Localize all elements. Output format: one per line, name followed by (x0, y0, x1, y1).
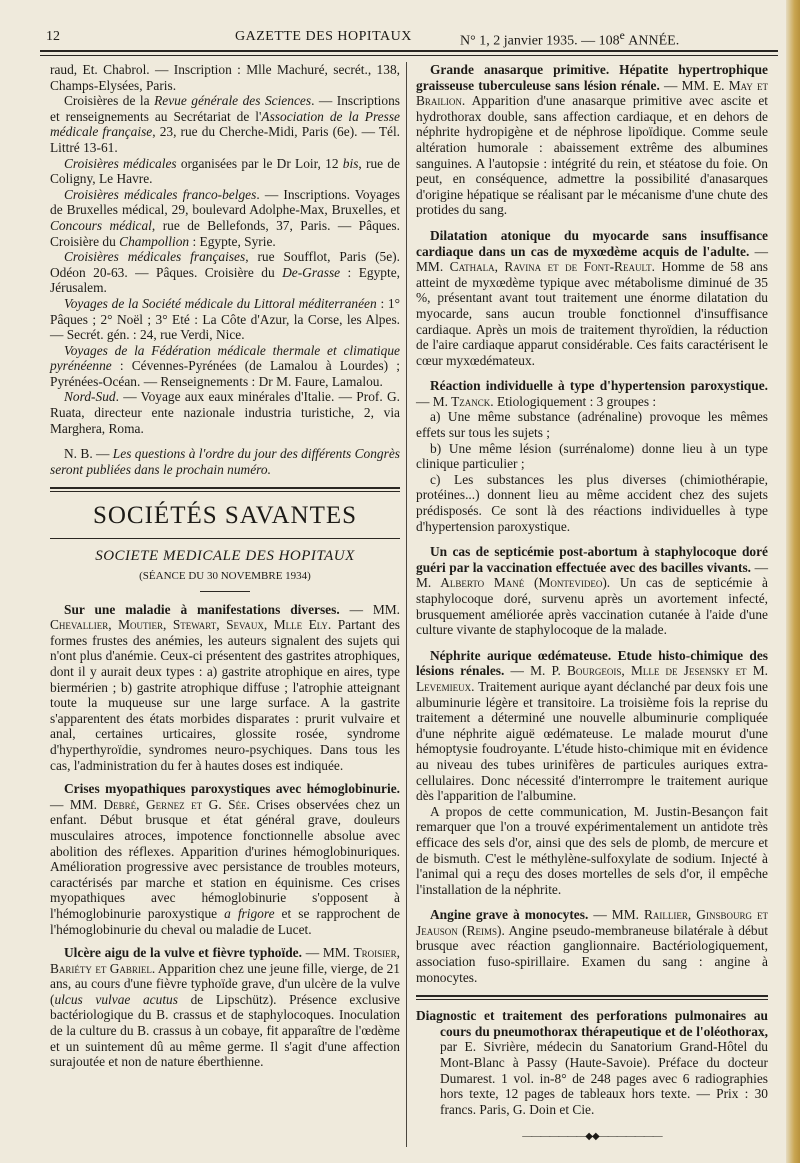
list-item: b) Une même lésion (surrénalome) donne lieu à un type clinique particulier ; (416, 440, 768, 472)
issue-info: N° 1, 2 janvier 1935. — 108e ANNÉE. (460, 29, 680, 49)
section-rule-thin (50, 538, 400, 539)
header-rule (40, 50, 778, 52)
page-number: 12 (46, 29, 60, 44)
list-item: a) Une même substance (adrénaline) provoque les mêmes effets sur tous les sujets ; (416, 409, 768, 441)
section-title: SOCIÉTÉS SAVANTES (92, 502, 358, 530)
journal-title: GAZETTE DES HOPITAUX (235, 29, 412, 44)
society-name: SOCIETE MEDICALE DES HOPITAUX (95, 548, 355, 565)
editor-note: N. B. — Les questions à l'ordre du jour des différents Congrès seront publiées dans le prochain numéro. (50, 446, 400, 477)
left-column (50, 62, 400, 1070)
short-rule (200, 591, 250, 592)
header-rule-thin (40, 55, 778, 56)
paragraph: Voyages de la Fédération médicale thermale et climatique pyrénéenne : Cévennes-Pyrénées (de Lamalou à Lourdes) ; Pyrénées-Océan. — Renseignements : Dr M. Faure, Lamalou. (50, 342, 400, 389)
article: Un cas de septicémie post-abortum à staphylocoque doré guéri par la vaccination effectuée avec des bacilles vivants. — M. Alberto Mané (Montevideo). Un cas de septicémie à staphylocoque doré, survenu après un avortement infecté, brusquement améliorée après vaccination cutanée à l'aide d'une culture vivante de staphylocoque de la malade. (416, 544, 768, 638)
column-divider (406, 62, 407, 1147)
article: Dilatation atonique du myocarde sans insuffisance cardiaque dans un cas de myxœdème acquis de l'adulte. — MM. Cathala, Ravina et de Font-Reault. Homme de 58 ans atteint de myxœdème typique avec métabolisme diminué de 35 %, présentant avant tout traitement une énorme dilatation du myocarde, sans aucun trouble fonctionnel d'insuffisance cardiaque. Après un mois de traitement thyroïdien, la réduction de l'aire cardiaque apparut considérable. Ces faits caractérisent le cœur myxœdémateux. (416, 227, 769, 368)
paragraph: Nord-Sud. — Voyage aux eaux minérales d'Italie. — Prof. G. Ruata, directeur ente nazionale industria turistiche, 2, via Marghera, Roma. (50, 389, 400, 436)
paragraph: Croisières médicales françaises, rue Soufflot, Paris (5e). Odéon 20-63. — Pâques. Croisière du De-Grasse : Egypte, Jérusalem. (50, 249, 400, 296)
article: Angine grave à monocytes. — MM. Raillier, Ginsbourg et Jeauson (Reims). Angine pseudo-membraneuse bilatérale à début brusque avec réaction ganglionnaire. Bactériologiquement, association fuso-spirillaire. Examen du sang : angine à monocytes. (416, 907, 768, 985)
end-ornament: ———————◆◆——————— (522, 1131, 662, 1143)
right-column (416, 62, 768, 1145)
paragraph: Croisières médicales franco-belges. — Inscriptions. Voyages de Bruxelles médical, 29, boulevard Adolphe-Max, Bruxelles, et Concours médical, rue de Bellefonds, 37, Paris. — Pâques. Croisière du Champollion : Egypte, Syrie. (50, 186, 400, 249)
section-rule (416, 995, 768, 1000)
book-review: Diagnostic et traitement des perforations pulmonaires au cours du pneumothorax thérapeutique et de l'oléothorax, par E. Sivrière, médecin du Sanatorium Grand-Hôtel du Mont-Blanc à Passy (Haute-Savoie). Préface du docteur Dumarest. 1 vol. in-8° de 248 pages avec 6 radiographies hors texte, 12 pages de tableaux hors texte. — Prix : 30 francs. Paris, G. Doin et Cie. (416, 1008, 768, 1117)
paragraph: Voyages de la Société médicale du Littoral méditerranéen : 1° Pâques ; 2° Noël ; 3° Eté : La Côte d'Azur, la Corse, les Alpes. — Secrét. gén. : 24, rue Verdi, Nice. (50, 295, 400, 343)
article: Ulcère aigu de la vulve et fièvre typhoïde. — MM. Troisier, Bariéty et Gabriel. Apparition chez une jeune fille, vierge, de 21 ans, au cours d'une fièvre typhoïde grave, d'un ulcère de la vulve (ulcus vulvae acutus de Lipschütz). Présence exclusive bactériologique du B. crassus et de staphylocoques. Inoculation de la culture du B. crassus à un cobaye, fit apparaître de l'œdème et un suintement dû au même germe. Il s'agit d'une affection surajoutée et non de nature éberthienne. (50, 945, 401, 1070)
paragraph: A propos de cette communication, M. Justin-Besançon fait remarquer que l'on a trouvé expérimentalement un antidote très efficace des sels d'or, ainsi que des sels de plomb, de mercure et de bismuth. C'est le méthylène-sulfoxylate de sodium. Injecté à l'animal qui a reçu des doses mortelles de sels d'or, il empêche l'installation de la néphrite. (416, 803, 768, 897)
paragraph: Croisières de la Revue générale des Sciences. — Inscriptions et renseignements au Secrétariat de l'Association de la Presse médicale française, 23, rue du Cherche-Midi, Paris (6e). — Tél. Littré 13-61. (50, 93, 401, 155)
article: Grande anasarque primitive. Hépatite hypertrophique graisseuse tuberculeuse sans lésion rénale. — MM. E. May et Brailion. Apparition d'une anasarque primitive avec ascite et hydrothorax double, sans affection cardiaque, et en dehors de néphrite hydropigène et de néphrose lipoïdique. Comme seule altération humorale : abaissement extrême des albumines sanguines. A l'autopsie : intégrité du rein, et stéatose du foie. On peut, en conséquence, admettre la possibilité d'anasarques d'origine hépatique se réalisant par le mécanisme d'une chute des protides du sang. (416, 62, 768, 218)
session-date: (SÉANCE DU 30 NOVEMBRE 1934) (139, 570, 311, 583)
article: Néphrite aurique œdémateuse. Etude histo-chimique des lésions rénales. — M. P. Bourgeois, Mlle de Jesensky et M. Levemieux. Traitement aurique ayant déclanché par deux fois une albuminurie légère et transitoire. La troisième fois la reprise du traitement a déterminé une nouvelle albuminurie compliquée d'une néphrite aiguë œdémateuse. Le malade mourut d'une hémoptysie foudroyante. L'étude histo-chimique mit en évidence au niveau des tubes urinifères de particules auriques extra-cellulaires. Donc nécessité d'interrompre le traitement aurique dès l'apparition de l'albumine. (416, 647, 768, 804)
paragraph: Croisières médicales organisées par le Dr Loir, 12 bis, rue de Coligny, Le Havre. (50, 155, 401, 187)
paragraph: raud, Et. Chabrol. — Inscription : Mlle Machuré, secrét., 138, Champs-Elysées, Paris. (50, 62, 400, 93)
running-header (40, 26, 782, 48)
section-rule (50, 487, 400, 492)
article: Crises myopathiques paroxystiques avec hémoglobinurie. — MM. Debré, Gernez et G. Sée. Crises observées chez un enfant. Début brusque et état général grave, douleurs musculaires atroces, impotence fonctionnelle absolue avec abolition des réflexes. Apparition d'urines hémoglobinuriques. Amélioration progressive avec persistance de troubles moteurs, caractérisés par marche et station en équinisme. Ces crises myopathiques avec hémoglobinurie s'opposent à l'hémoglobinurie paroxystique a frigore et se rapprochent de l'hémoglobinurie du cheval ou maladie de Lucet. (50, 781, 401, 937)
article: Sur une maladie à manifestations diverses. — MM. Chevallier, Moutier, Stewart, Sevaux, Mlle Ely. Partant des formes frustes des anémies, les auteurs signalent des sujets qui n'ont plus d'anémie. Ceux-ci présentent des gastrites atrophiques, dont il y aurait deux types : a) gastrite atrophique en aires, type biermérien ; b) gastrite atrophique diffuse ; l'atrophie atteignant toute la muqueuse sur une large surface. A la gastrite s'apparentent des états morbides disparates : prurit vulvaire et anal, certaines urticaires, glossite rosée, syndrome d'hyperthyroïdie, syndromes neuro-psychiques. Dans tous les cas, l'administration du fer à hautes doses est indiquée. (50, 601, 400, 773)
page-edge (786, 0, 800, 1163)
list-item: c) Les substances les plus diverses (chimiothérapie, protéines...) donnent lieu au même accident chez des sujets prédisposés. Ce sont là des réactions individuelles à type d'hypertension paroxystique. (416, 471, 768, 534)
article: Réaction individuelle à type d'hypertension paroxystique. — M. Tzanck. Etiologiquement : 3 groupes : (416, 378, 768, 409)
